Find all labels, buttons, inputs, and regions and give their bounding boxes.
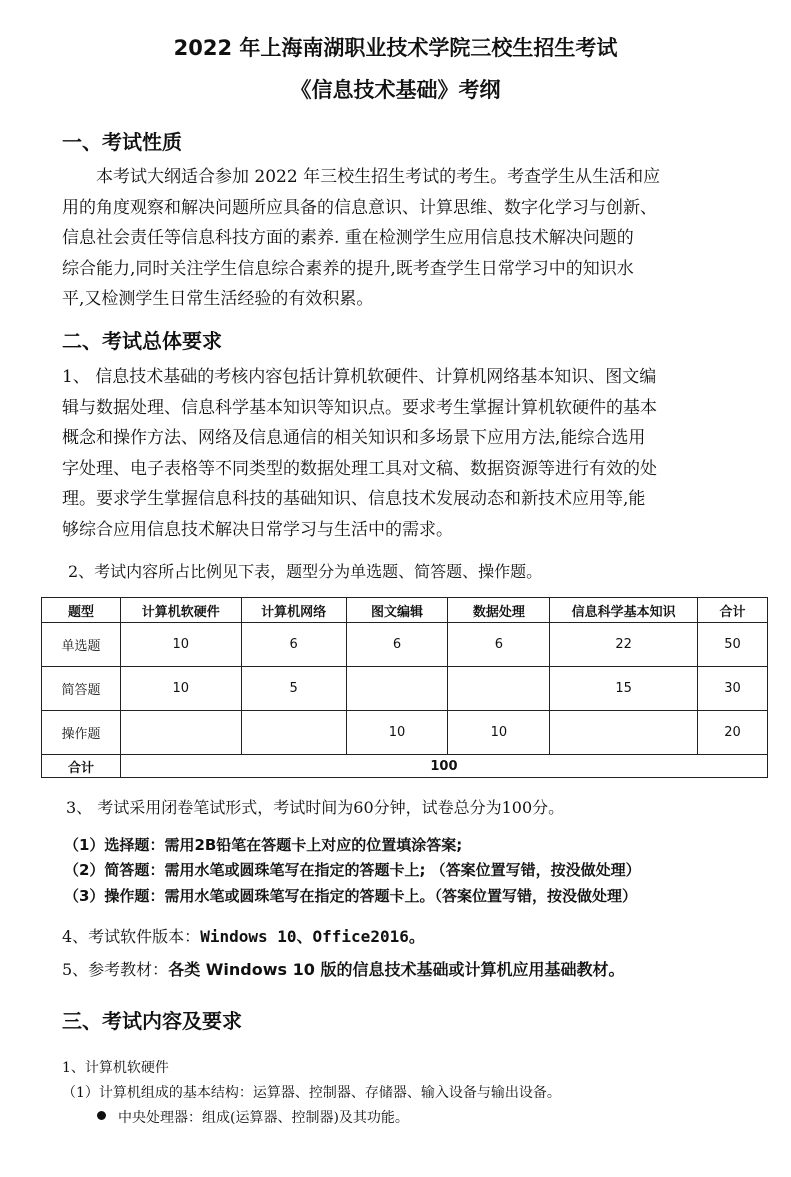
table-cell: 22 [550, 623, 698, 667]
section-3-heading: 三、考试内容及要求 [62, 1009, 242, 1033]
section-3-sub-1-item-1: （1）计算机组成的基本结构：运算器、控制器、存储器、输入设备与输出设备。 [62, 1085, 561, 1101]
section-2-line: 概念和操作方法、网络及信息通信的相关知识和多场景下应用方法,能综合选用 [62, 428, 646, 448]
section-2-heading: 二、考试总体要求 [62, 329, 222, 353]
table-header-cell: 题型 [42, 598, 121, 623]
table-header-cell: 数据处理 [448, 598, 550, 623]
section-1-line: 本考试大纲适合参加 2022 年三校生招生考试的考生。考查学生从生活和应 [96, 167, 661, 187]
table-cell: 15 [550, 667, 698, 711]
exam-rule: （2）简答题：需用水笔或圆珠笔写在指定的答题卡上; （答案位置写错，按没做处理） [64, 861, 641, 879]
table-row [42, 623, 768, 667]
bullet-icon [97, 1111, 106, 1120]
table-cell: 50 [698, 623, 768, 667]
document-title: 2022 年上海南湖职业技术学院三校生招生考试 [173, 36, 618, 60]
section-2-line: 字处理、电子表格等不同类型的数据处理工具对文稿、数据资源等进行有效的处 [62, 458, 657, 479]
section-2-line: 1、 信息技术基础的考核内容包括计算机软硬件、计算机网络基本知识、图文编 [62, 367, 657, 387]
exam-rule: （3）操作题：需用水笔或圆珠笔写在指定的答题卡上。（答案位置写错，按没做处理） [64, 887, 637, 905]
table-cell: 6 [346, 623, 448, 667]
table-cell: 简答题 [42, 667, 121, 711]
section-2-line: 够综合应用信息技术解决日常学习与生活中的需求。 [62, 519, 453, 540]
table-cell: 5 [241, 667, 346, 711]
bullet-text: 中央处理器：组成(运算器、控制器)及其功能。 [118, 1110, 409, 1126]
section-2-item-1 [62, 362, 734, 545]
section-2-item-4 [62, 924, 425, 947]
table-cell: 10 [120, 667, 241, 711]
table-total-label: 合计 [42, 755, 121, 778]
table-header-cell: 合计 [698, 598, 768, 623]
table-header-cell: 计算机网络 [241, 598, 346, 623]
table-cell [550, 711, 698, 755]
table-header-cell: 图文编辑 [346, 598, 448, 623]
table-header-cell: 计算机软硬件 [120, 598, 241, 623]
table-cell: 操作题 [42, 711, 121, 755]
table-cell [346, 667, 448, 711]
section-3-bullet [97, 1107, 409, 1127]
section-1-body [62, 162, 734, 315]
table-cell: 10 [120, 623, 241, 667]
table-total-value: 100 [120, 755, 767, 778]
section-1-line: 平,又检测学生日常生活经验的有效积累。 [62, 289, 374, 309]
table-cell: 6 [448, 623, 550, 667]
section-1-line: 用的角度观察和解决问题所应具备的信息意识、计算思维、数字化学习与创新、 [62, 197, 657, 218]
table-cell: 单选题 [42, 623, 121, 667]
software-version: Windows 10、Office2016。 [200, 927, 425, 946]
table-header-cell: 信息科学基本知识 [550, 598, 698, 623]
table-cell [120, 711, 241, 755]
table-cell [448, 667, 550, 711]
section-2-line: 辑与数据处理、信息科学基本知识等知识点。要求考生掌握计算机软硬件的基本 [62, 397, 657, 418]
item-5-label: 5、参考教材： [62, 960, 169, 979]
table-header-row [42, 598, 768, 623]
section-2-line: 理。要求学生掌握信息科技的基础知识、信息技术发展动态和新技术应用等,能 [62, 489, 646, 509]
table-cell: 6 [241, 623, 346, 667]
table-row [42, 667, 768, 711]
table-cell: 10 [346, 711, 448, 755]
section-1-line: 综合能力,同时关注学生信息综合素养的提升,既考查学生日常学习中的知识水 [62, 258, 634, 279]
exam-rule: （1）选择题：需用2B铅笔在答题卡上对应的位置填涂答案; [64, 836, 463, 854]
document-subtitle: 《信息技术基础》考纲 [290, 78, 501, 102]
section-2-item-3: 3、 考试采用闭卷笔试形式，考试时间为60分钟，试卷总分为100分。 [66, 798, 565, 817]
section-1-line: 信息社会责任等信息科技方面的素养. 重在检测学生应用信息技术解决问题的 [62, 228, 634, 248]
table-row [42, 711, 768, 755]
table-cell: 10 [448, 711, 550, 755]
table-cell: 20 [698, 711, 768, 755]
section-1-heading: 一、考试性质 [62, 130, 182, 154]
table-total-row [42, 755, 768, 778]
table-cell: 30 [698, 667, 768, 711]
table-cell [241, 711, 346, 755]
section-3-sub-1: 1、计算机软硬件 [62, 1060, 169, 1076]
item-4-label: 4、考试软件版本： [62, 927, 201, 946]
reference-textbook: 各类 Windows 10 版的信息技术基础或计算机应用基础教材。 [168, 960, 625, 979]
section-2-item-2: 2、考试内容所占比例见下表，题型分为单选题、简答题、操作题。 [68, 562, 543, 581]
section-2-item-5 [62, 957, 624, 980]
score-distribution-table [41, 597, 768, 778]
